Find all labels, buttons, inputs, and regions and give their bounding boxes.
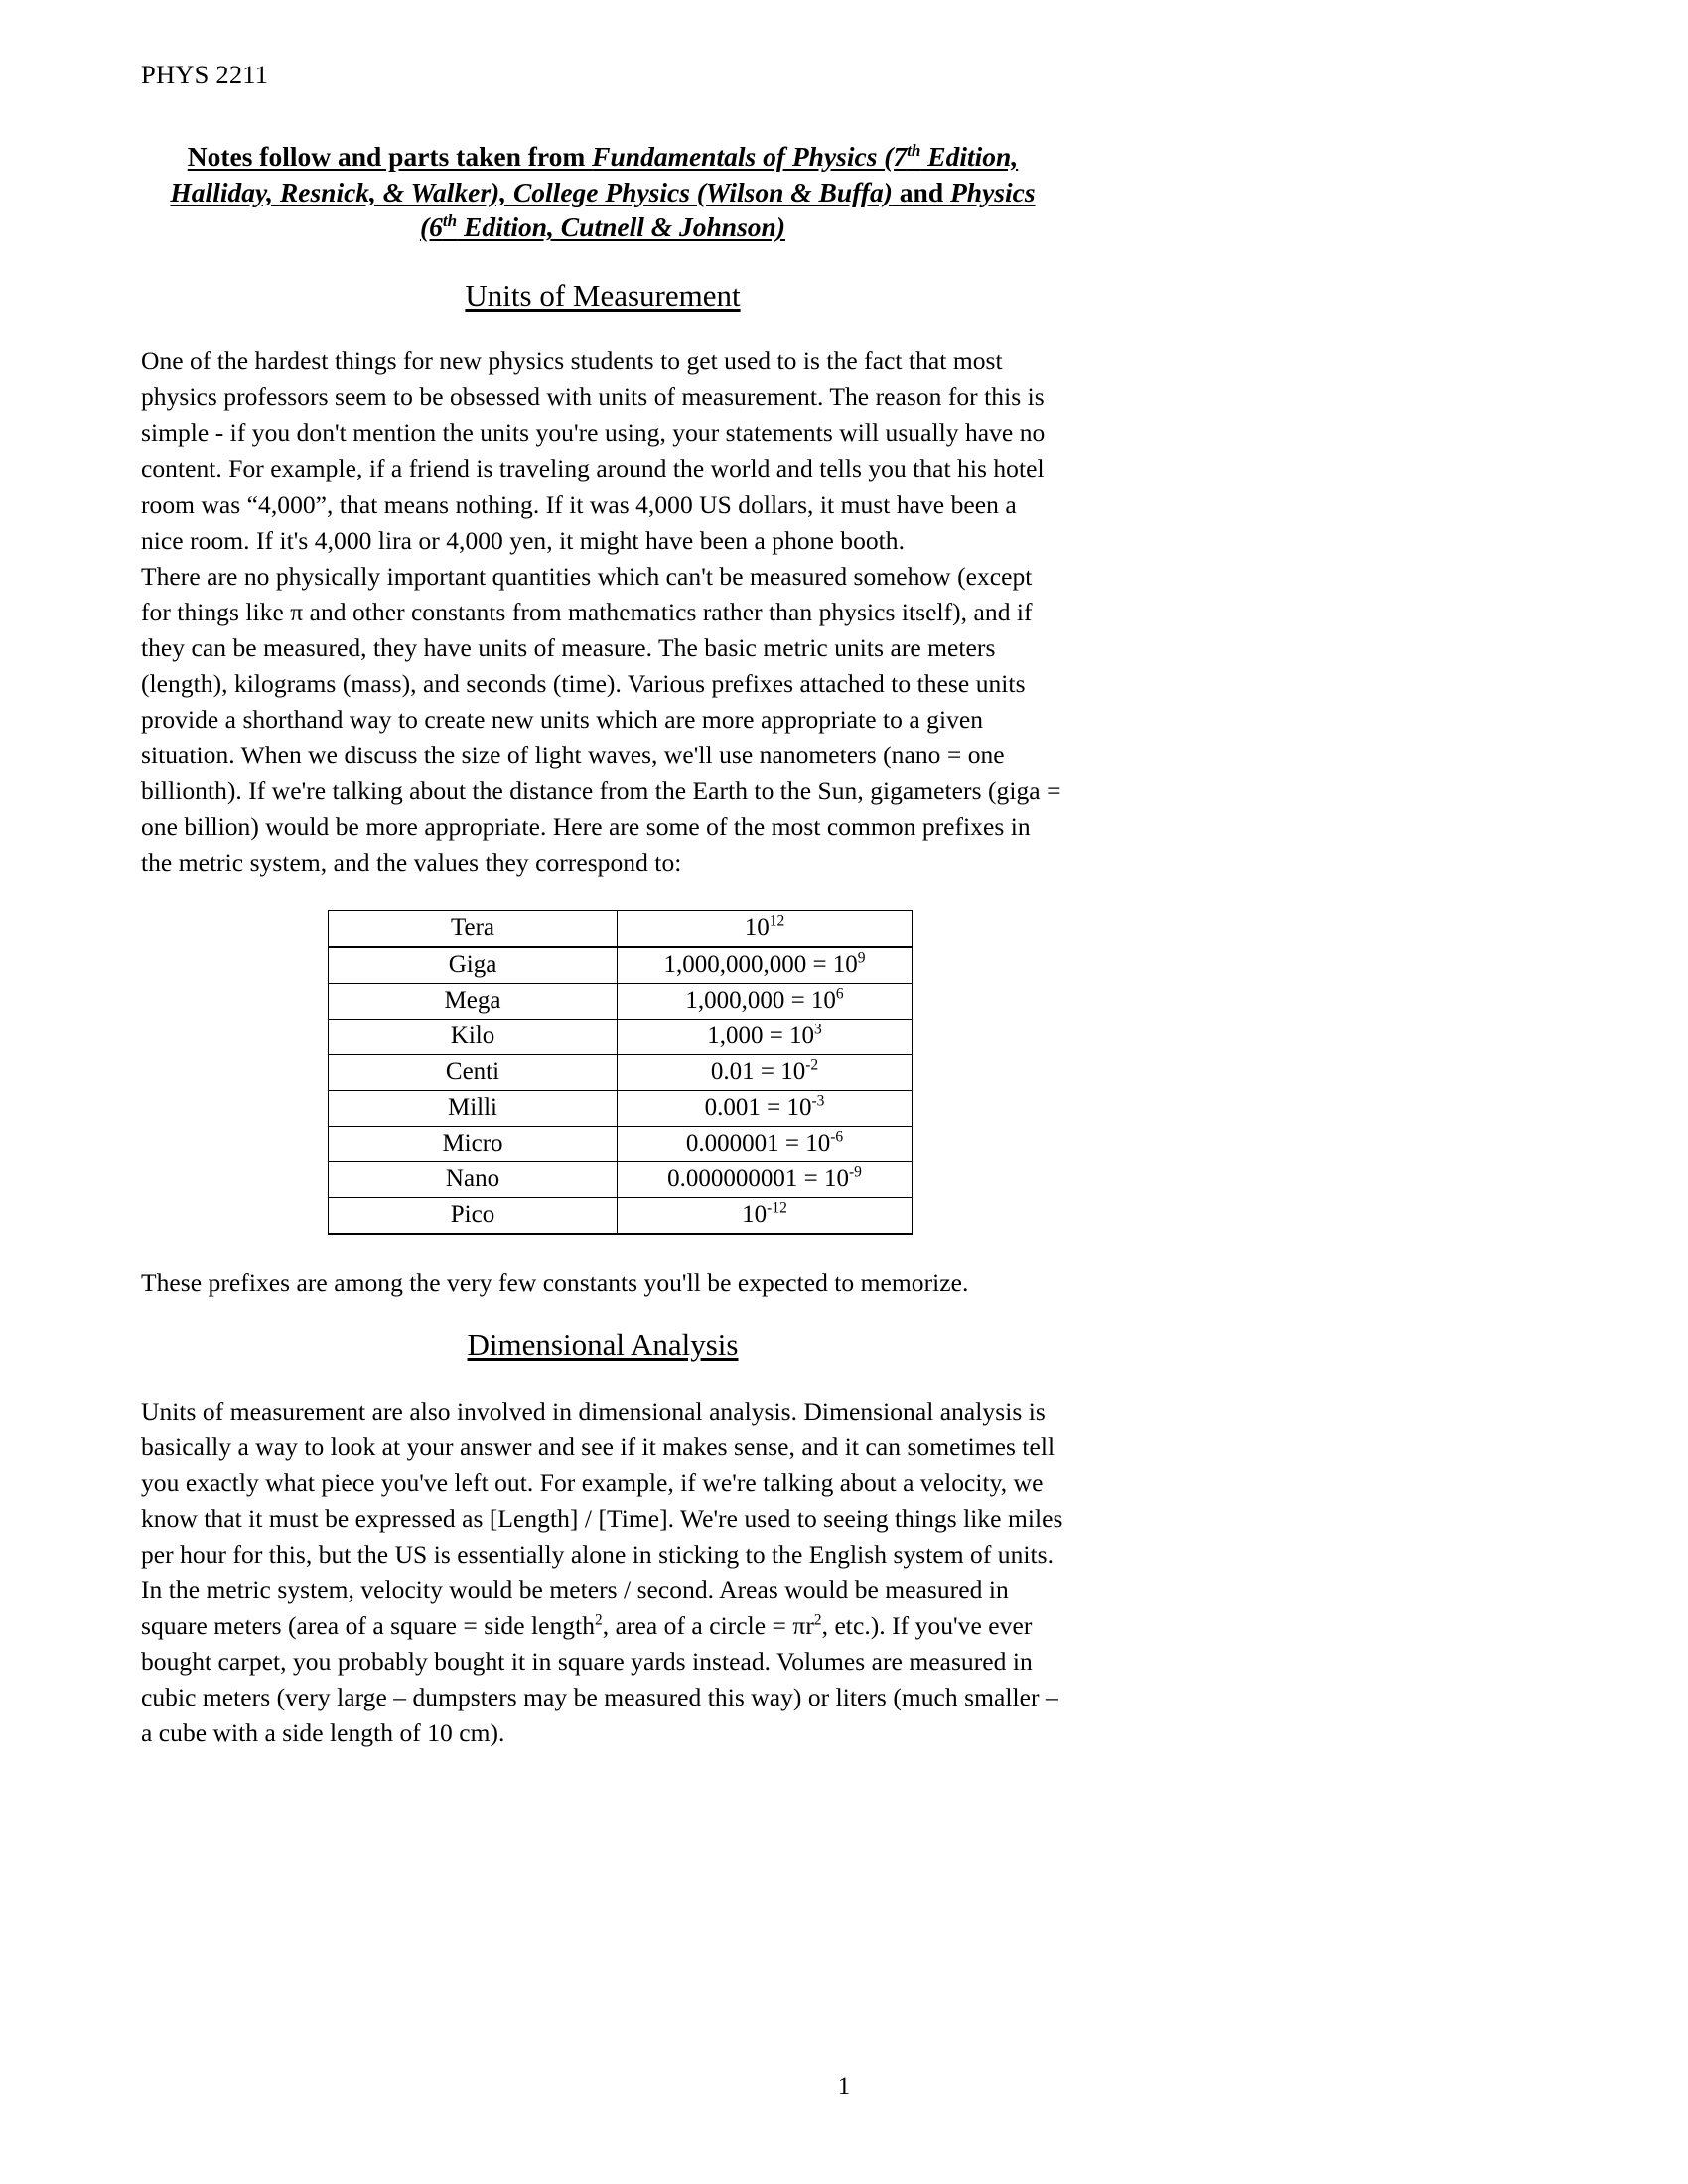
prefix-value-exponent: -12 — [767, 1200, 787, 1218]
table-row — [329, 1091, 913, 1127]
prefix-value-text: 0.000001 = 10 — [685, 1130, 831, 1158]
paragraph-units-prefixes: There are no physically important quantities which can't be measured somehow (except for things like π and other constants from mathematics rather than physics itself), and if they can be measured, they have units of measure. The basic metric units are meters (length), kilograms (mass), and seconds (time). Various prefixes attached to these units provide a shorthand way to create new units which are more appropriate to a given situation. When we discuss the size of light waves, we'll use nanometers (nano = one billionth). If we're talking about the distance from the Earth to the Sun, gigameters (giga = one billion) would be more appropriate. Here are some of the most common prefixes in the metric system, and the values they correspond to: — [141, 561, 1061, 878]
prefix-value-exponent: -3 — [811, 1093, 825, 1111]
title-line3-superscript: th — [442, 211, 458, 231]
table-row — [329, 1055, 913, 1091]
table-row — [329, 947, 913, 984]
prefix-value-cell — [618, 911, 913, 948]
paragraph-units-intro: One of the hardest things for new physics students to get used to is the fact that most physics professors seem to be obsessed with units of measurement. The reason for this is simple - if you don't mention the units you're using, your statements will usually have no content. For example, if a friend is traveling around the world and tells you that his hotel room was “4,000”, that means nothing. If it was 4,000 US dollars, it must have been a nice room. If it's 4,000 lira or 4,000 yen, it might have been a phone booth. — [141, 346, 1046, 555]
course-code: PHYS 2211 — [141, 60, 269, 89]
title-line1-superscript: th — [907, 140, 921, 160]
prefix-value-cell — [618, 947, 913, 984]
prefix-value-cell — [618, 1127, 913, 1162]
document-content — [141, 60, 1064, 1751]
section-heading-dimensional-analysis — [141, 1326, 1064, 1363]
table-row — [329, 911, 913, 948]
prefix-value-exponent: -2 — [805, 1057, 819, 1075]
prefix-value-exponent: -6 — [830, 1129, 844, 1147]
prefix-table-body — [329, 911, 913, 1235]
prefix-value-exponent: 6 — [835, 986, 844, 1004]
section-heading-units-of-measurement — [141, 277, 1064, 314]
section-heading-units-label: Units of Measurement — [465, 278, 741, 314]
prefix-value-text: 1,000 = 10 — [707, 1023, 815, 1050]
prefix-value-text: 1,000,000 = 10 — [685, 987, 836, 1015]
dimensional-text-part-1: Units of measurement are also involved in dimensional analysis. Dimensional analysis is basically a way to look at your answer and see if it makes sense, and it can sometimes tell you exactly what piece you've left out. For example, if we're talking about a velocity, we know that it must be expressed as [Length] / [Time]. We're used to seeing things like miles per hour for this, but the US is essentially alone in sticking to the English system of units. In the metric system, velocity would be meters / second. Areas would be measured in square meters (area of a — [141, 1396, 1063, 1641]
prefix-value-cell — [618, 984, 913, 1020]
paragraph-dimensional-analysis — [141, 1394, 1064, 1752]
prefix-value-cell — [618, 1198, 913, 1235]
prefix-value-cell — [618, 1055, 913, 1091]
prefix-value-text: 1,000,000,000 = 10 — [663, 951, 858, 979]
title-line1-italic: Fundamentals of Physics (7 — [592, 140, 908, 172]
page-number: 1 — [837, 2073, 851, 2100]
prefix-name-cell: Kilo — [329, 1020, 618, 1055]
prefix-name-cell: Tera — [329, 911, 618, 948]
document-title-line-1 — [143, 139, 1062, 175]
prefix-name-cell: Milli — [329, 1091, 618, 1127]
prefix-table-container — [141, 910, 1064, 1235]
document-title-line-2 — [143, 175, 1062, 210]
prefix-value-text: 10 — [742, 1201, 768, 1229]
title-line2-italic: Halliday, Resnick, & Walker), College Physics (Wilson & Buffa) — [170, 176, 893, 207]
title-line3-italic-tail: Edition, Cutnell & Johnson) — [457, 211, 785, 243]
title-line3-italic: (6 — [419, 211, 443, 243]
table-row — [329, 984, 913, 1020]
spacer-after-table — [141, 1235, 1064, 1265]
metric-prefix-table — [328, 910, 913, 1235]
document-title-line-3 — [143, 209, 1062, 245]
table-row — [329, 1127, 913, 1162]
dimensional-text-part-2: square = side length — [390, 1611, 596, 1641]
table-row — [329, 1198, 913, 1235]
prefix-value-exponent: 3 — [814, 1022, 822, 1039]
title-line1-plain: Notes follow and parts taken from — [187, 140, 593, 172]
prefix-value-text: 10 — [744, 914, 770, 942]
prefix-name-cell: Mega — [329, 984, 618, 1020]
prefix-value-cell — [618, 1020, 913, 1055]
prefix-value-exponent: -9 — [848, 1164, 862, 1182]
prefix-value-text: 0.001 = 10 — [704, 1094, 812, 1122]
prefix-value-exponent: 12 — [769, 913, 785, 931]
prefix-value-exponent: 9 — [857, 950, 866, 968]
prefix-value-cell — [618, 1091, 913, 1127]
prefix-value-text: 0.000000001 = 10 — [667, 1165, 849, 1193]
section-heading-dimensional-label: Dimensional Analysis — [467, 1327, 739, 1363]
prefix-name-cell: Centi — [329, 1055, 618, 1091]
prefix-name-cell: Nano — [329, 1162, 618, 1198]
title-line1-italic-tail: Edition, — [920, 140, 1019, 172]
prefix-name-cell: Giga — [329, 947, 618, 984]
document-title — [141, 139, 1064, 245]
prefix-value-cell — [618, 1162, 913, 1198]
dimensional-text-part-4: , etc.). If you've ever bought carpet, you probably bought it in square yards instead. Volumes are measured in cubic meters (very large – dumpsters may be measured this way) or liters (much smaller – a cube with a side length of 10 cm). — [141, 1611, 1058, 1748]
dimensional-text-part-3: , area of a circle = πr — [602, 1611, 814, 1641]
table-row — [329, 1020, 913, 1055]
paragraph-memorize-note: These prefixes are among the very few constants you'll be expected to memorize. — [141, 1268, 969, 1297]
dimensional-superscript-square-1: 2 — [595, 1611, 603, 1629]
prefix-value-text: 0.01 = 10 — [710, 1058, 806, 1086]
title-line2-plain: and — [892, 176, 950, 207]
prefix-name-cell: Micro — [329, 1127, 618, 1162]
prefix-name-cell: Pico — [329, 1198, 618, 1235]
table-row — [329, 1162, 913, 1198]
title-line2-italic-tail: Physics — [950, 176, 1036, 207]
dimensional-superscript-square-2: 2 — [813, 1611, 822, 1629]
